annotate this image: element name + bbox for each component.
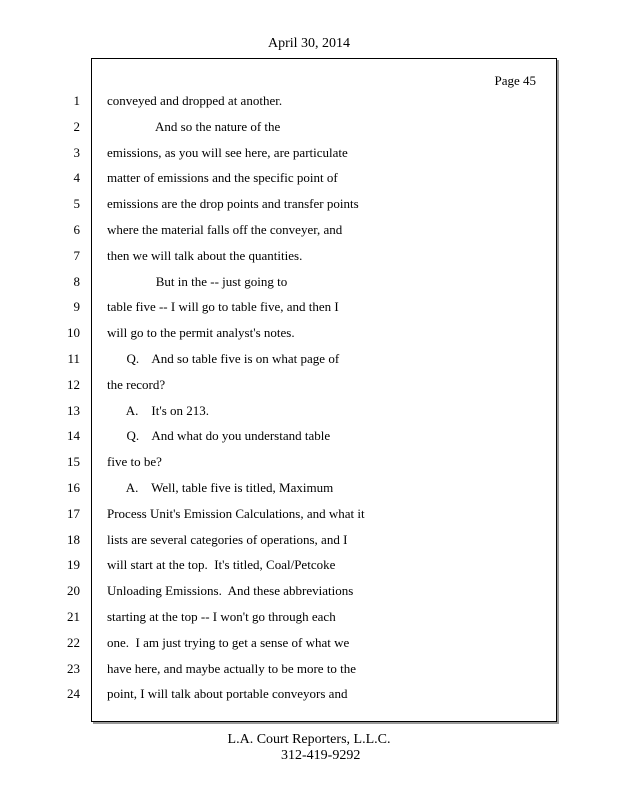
transcript-line: But in the -- just going to xyxy=(107,273,288,289)
line-number: 5 xyxy=(73,196,80,212)
line-number: 12 xyxy=(67,376,80,392)
footer-company: L.A. Court Reporters, L.L.C. xyxy=(227,732,391,747)
line-number: 11 xyxy=(67,350,80,366)
transcript-line: then we will talk about the quantities. xyxy=(107,247,303,263)
footer-phone: 312-419-9292 xyxy=(281,748,361,763)
line-number: 4 xyxy=(73,170,80,186)
transcript-line: Q. And so table five is on what page of xyxy=(107,350,340,366)
line-number: 9 xyxy=(73,299,80,315)
transcript-line: one. I am just trying to get a sense of what we xyxy=(107,634,350,650)
line-number: 23 xyxy=(67,660,80,676)
transcript-line: Unloading Emissions. And these abbreviations xyxy=(107,583,354,599)
transcript-line: the record? xyxy=(107,376,166,392)
header-date: April 30, 2014 xyxy=(267,36,351,51)
transcript-line: lists are several categories of operations, and I xyxy=(107,531,348,547)
line-number: 7 xyxy=(73,247,80,263)
line-number: 13 xyxy=(67,402,80,418)
transcript-line: point, I will talk about portable conveyors and xyxy=(107,686,348,702)
line-number: 18 xyxy=(67,531,80,547)
transcript-line: And so the nature of the xyxy=(107,118,281,134)
transcript-line: table five -- I will go to table five, and then I xyxy=(107,299,339,315)
transcript-line: matter of emissions and the specific point of xyxy=(107,170,338,186)
transcript-line: will start at the top. It's titled, Coal/Petcoke xyxy=(107,557,336,573)
line-number: 10 xyxy=(67,325,80,341)
transcript-line: have here, and maybe actually to be more to the xyxy=(107,660,357,676)
transcript-line: emissions, as you will see here, are particulate xyxy=(107,144,348,160)
transcript-line: starting at the top -- I won't go through each xyxy=(107,608,336,624)
transcript-line: five to be? xyxy=(107,454,162,470)
line-number: 1 xyxy=(73,93,80,108)
transcript-line: Process Unit's Emission Calculations, and what it xyxy=(107,505,365,521)
line-number: 22 xyxy=(67,634,80,650)
line-number: 16 xyxy=(67,479,80,495)
line-number: 20 xyxy=(67,583,80,599)
line-number: 2 xyxy=(73,118,80,134)
transcript-line: emissions are the drop points and transfer points xyxy=(107,196,359,212)
page-number: Page 45 xyxy=(494,73,536,88)
line-number: 6 xyxy=(73,221,80,237)
line-number: 8 xyxy=(73,273,80,289)
transcript-line: will go to the permit analyst's notes. xyxy=(107,325,295,341)
line-number: 17 xyxy=(67,505,80,521)
line-number: 21 xyxy=(67,608,80,624)
transcript-line: A. It's on 213. xyxy=(107,402,210,418)
transcript-line: Q. And what do you understand table xyxy=(107,428,331,444)
line-number: 15 xyxy=(67,454,80,470)
line-number: 14 xyxy=(67,428,80,444)
line-number: 24 xyxy=(67,686,80,702)
transcript-line: where the material falls off the conveyer, and xyxy=(107,221,343,237)
transcript-line: A. Well, table five is titled, Maximum xyxy=(107,479,334,495)
line-number: 3 xyxy=(73,144,80,160)
transcript-line: conveyed and dropped at another. xyxy=(107,93,283,108)
transcript-text xyxy=(107,88,547,707)
line-number: 19 xyxy=(67,557,80,573)
line-number-column xyxy=(60,88,80,707)
